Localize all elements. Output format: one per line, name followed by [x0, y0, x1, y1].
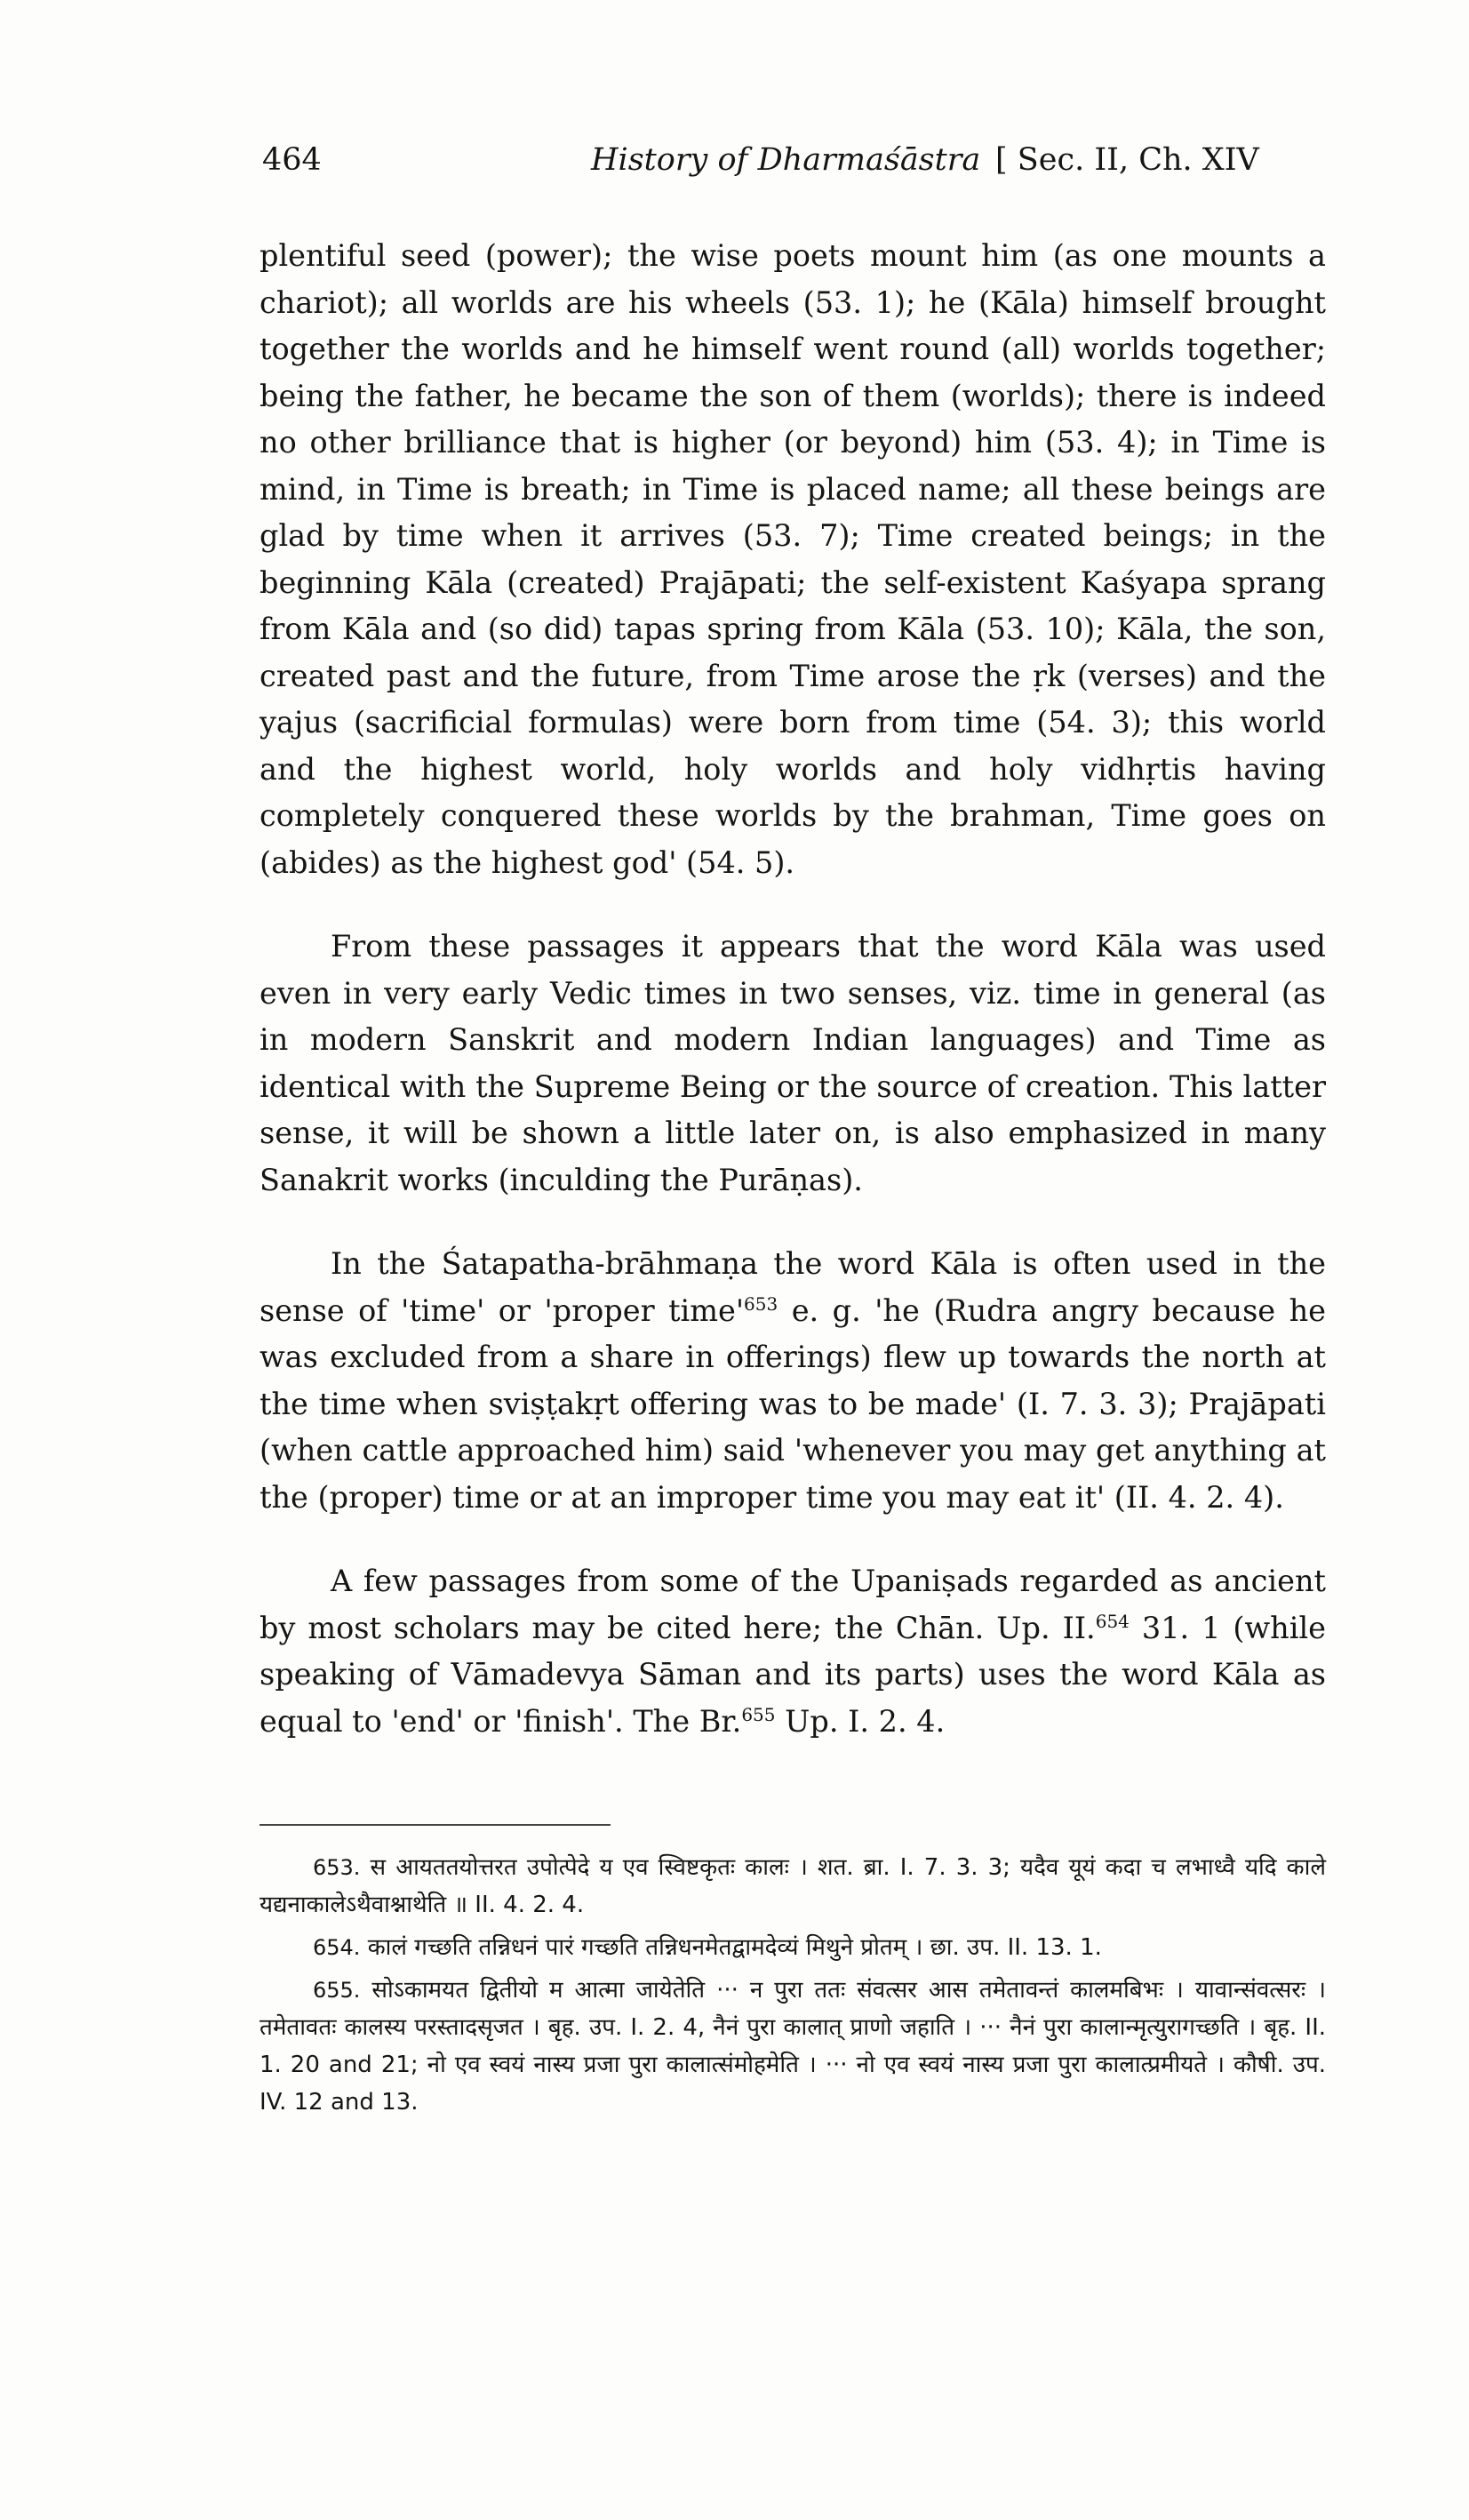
main-text	[259, 233, 1326, 1745]
paragraph-2: From these passages it appears that the word Kāla was used even in very early Vedic times in two senses, viz. time in general (as in modern Sanskrit and modern Indian languages) and Time as identical with the Supreme Being or the source of creation. This latter sense, it will be shown a little later on, is also emphasized in many Sanakrit works (inculding the Purāṇas).	[259, 929, 1326, 1197]
footnote-number: 654.	[313, 1935, 361, 1960]
paragraph-4-text-c: Up. I. 2. 4.	[775, 1703, 946, 1739]
footnote-653	[259, 1849, 1326, 1924]
paragraph-4	[259, 1558, 1326, 1745]
section-reference: [ Sec. II, Ch. XIV	[995, 142, 1259, 178]
paragraph-3-text-a: In the Śatapatha-brāhmaṇa the word Kāla is often used in the sense of 'time' or 'proper time'	[259, 1246, 1326, 1328]
footnote-ref-653: 653	[744, 1292, 778, 1315]
footnote-number: 655.	[313, 1978, 361, 2003]
footnote-text: स आयततयोत्तरत उपोत्पेदे य एव स्विष्टकृतः कालः । शत. ब्रा. I. 7. 3. 3; यदैव यूयं कदा च लभाध्वै यदि काले यद्यनाकालेऽथैवाश्नाथेति ॥ II. 4. 2. 4.	[259, 1854, 1326, 1918]
paragraph-1: plentiful seed (power); the wise poets mount him (as one mounts a chariot); all worlds are his wheels (53. 1); he (Kāla) himself brought together the worlds and he himself went round (all) worlds together; being the father, he became the son of them (worlds); there is indeed no other brilliance that is higher (or beyond) him (53. 4); in Time is mind, in Time is breath; in Time is placed name; all these beings are glad by time when it arrives (53. 7); Time created beings; in the beginning Kāla (created) Prajāpati; the self-existent Kaśyapa sprang from Kāla and (so did) tapas spring from Kāla (53. 10); Kāla, the son, created past and the future, from Time arose the ṛk (verses) and the yajus (sacrificial formulas) were born from time (54. 3); this world and the highest world, holy worlds and holy vidhṛtis having completely conquered these worlds by the brahman, Time goes on (abides) as the highest god' (54. 5).	[259, 238, 1326, 880]
page-header	[262, 142, 1329, 187]
footnote-ref-654: 654	[1095, 1610, 1130, 1632]
footnote-655	[259, 1972, 1326, 2121]
paragraph-4-text-b: 31. 1 (while speaking of Vāmadevya Sāman and its parts) uses the word Kāla as equal to 'end' or 'finish'. The Br.	[259, 1610, 1327, 1739]
running-title: History of Dharmaśāstra	[591, 142, 981, 178]
paragraph-3	[259, 1241, 1326, 1521]
paragraph-4-text-a: A few passages from some of the Upaniṣads regarded as ancient by most scholars may be cited here; the Chān. Up. II.	[259, 1564, 1326, 1645]
paragraph-3-text-b: e. g. 'he (Rudra angry because he was excluded from a share in offerings) flew up towards the north at the time when sviṣṭakṛt offering was to be made' (I. 7. 3. 3); Prajāpati (when cattle approached him) said 'whenever you may get anything at the (proper) time or at an improper time you may eat it' (II. 4. 2. 4).	[259, 1292, 1326, 1515]
footnote-divider	[259, 1824, 611, 1826]
footnote-ref-655: 655	[741, 1703, 776, 1725]
footnote-654	[259, 1929, 1326, 1966]
footnote-text: कालं गच्छति तन्निधनं पारं गच्छति तन्निधनमेतद्वामदेव्यं मिथुने प्रोतम् । छा. उप. II. 13. 1.	[367, 1934, 1102, 1961]
page-number: 464	[262, 142, 322, 178]
footnotes	[259, 1849, 1326, 2126]
footnote-number: 653.	[313, 1855, 361, 1880]
footnote-text: सोऽकामयत द्वितीयो म आत्मा जायेतेति ··· न पुरा ततः संवत्सर आस तमेतावन्तं कालमबिभः । यावान्संवत्सरः । तमेतावतः कालस्य परस्तादसृजत । बृह. उप. I. 2. 4, नैनं पुरा कालात् प्राणो जहाति । ··· नैनं पुरा कालान्मृत्युरागच्छति । बृह. II. 1. 20 and 21; नो एव स्वयं नास्य प्रजा पुरा कालात्संमोहमेति । ··· नो एव स्वयं नास्य प्रजा पुरा कालात्प्रमीयते । कौषी. उप. IV. 12 and 13.	[259, 1977, 1326, 2116]
